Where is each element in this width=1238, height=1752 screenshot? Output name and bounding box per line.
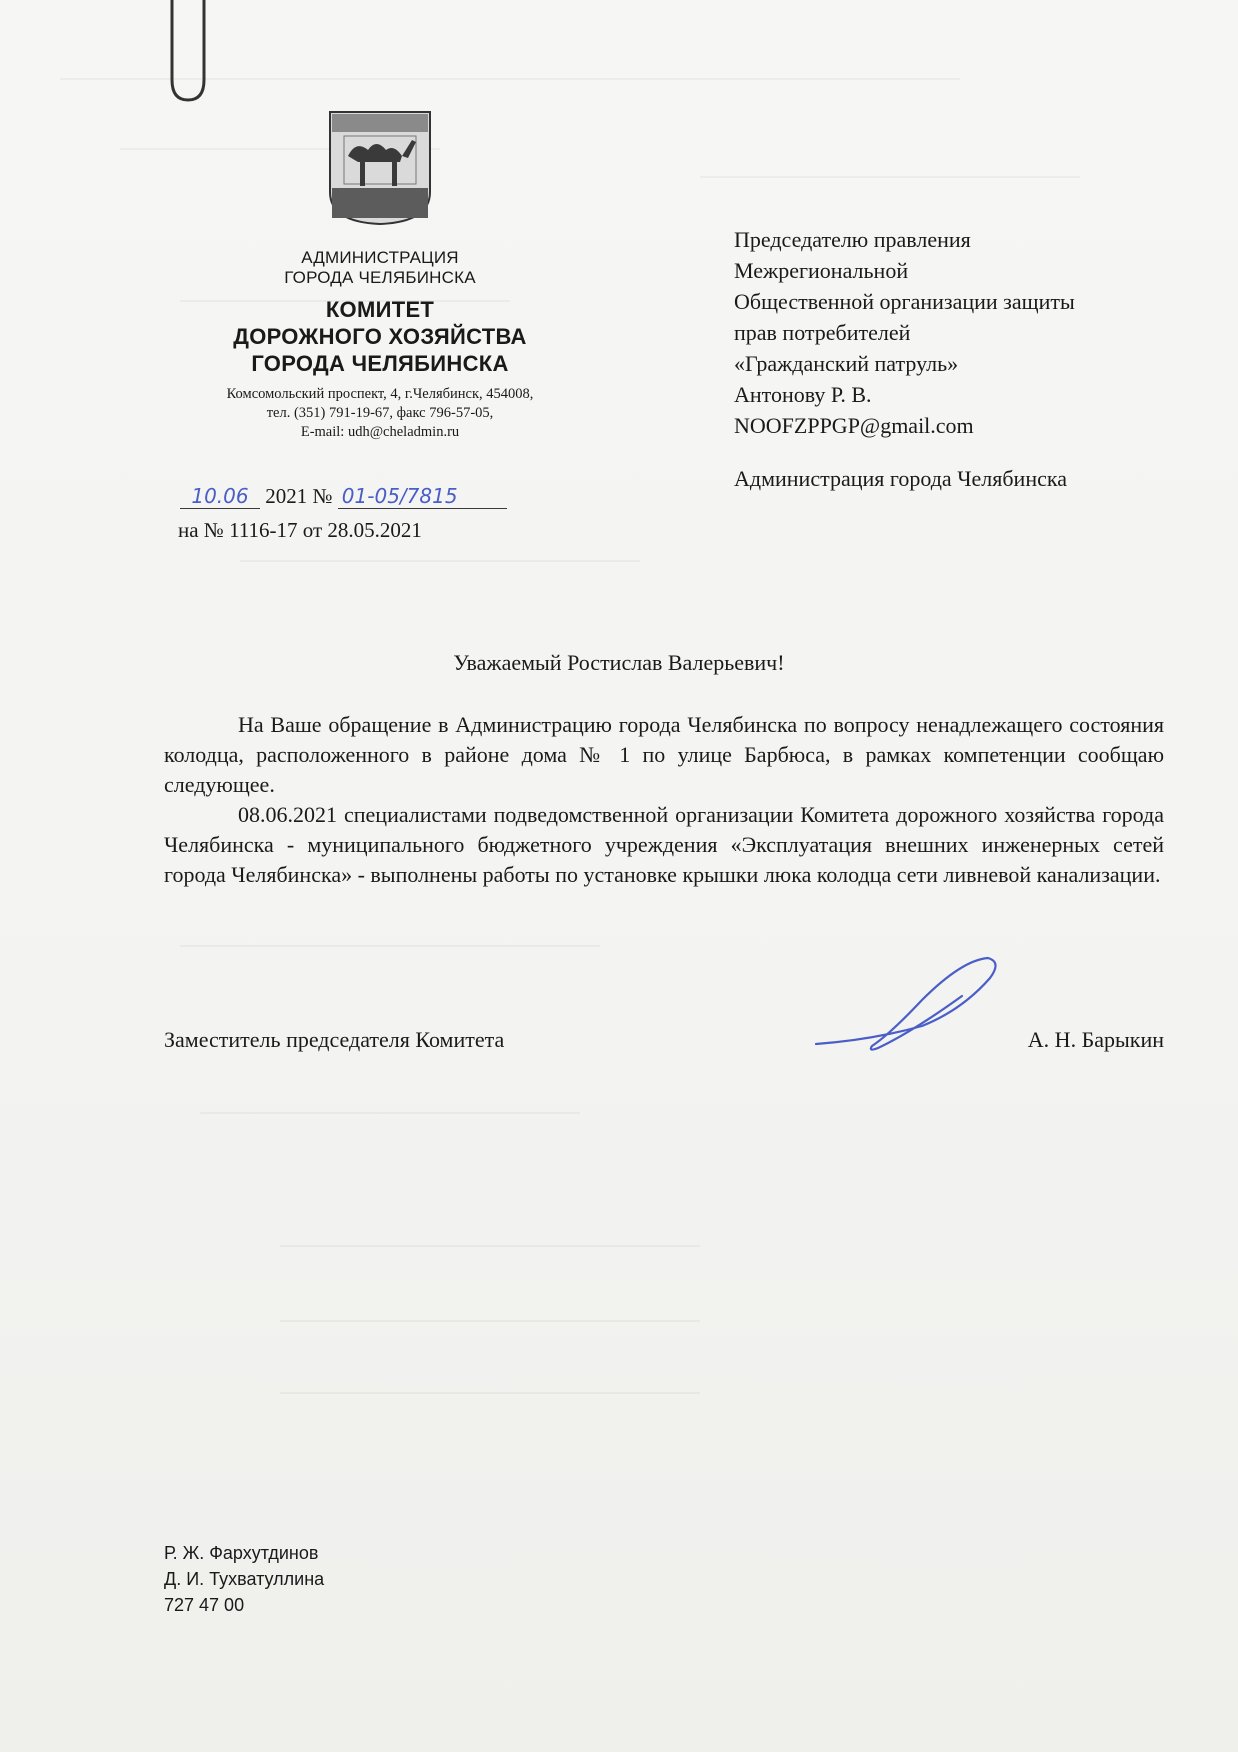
addressee-email: NOOFZPPGP@gmail.com <box>734 413 974 438</box>
registration-year: 2021 <box>265 484 308 508</box>
addressee-line: Антонову Р. В. <box>734 382 872 407</box>
bleed-through <box>280 1245 700 1247</box>
letterhead <box>150 110 610 442</box>
bleed-through <box>180 945 600 947</box>
signatory-position: Заместитель председателя Комитета <box>164 1027 505 1052</box>
paper-clip-icon <box>160 0 220 110</box>
body-paragraph: 08.06.2021 специалистами подведомственной организации Комитета дорожного хозяйства города Челябинска - муниципального бюджетного учреждения «Эксплуатация внешних инженерных сетей города Челябинска» - выполнены работы по установке крышки люка колодца сети ливневой канализации. <box>164 802 1164 887</box>
bleed-through <box>200 1112 580 1114</box>
executors-block <box>164 1540 324 1618</box>
committee-title: ГОРОДА ЧЕЛЯБИНСКА <box>251 351 509 376</box>
registration-line <box>180 484 560 509</box>
addressee-line: прав потребителей <box>734 320 911 345</box>
reference-line: на № 1116-17 от 28.05.2021 <box>178 518 422 542</box>
executor-name: Д. И. Тухватуллина <box>164 1569 325 1589</box>
signatory-name: А. Н. Барыкин <box>1027 1027 1164 1052</box>
letter-body <box>164 710 1164 890</box>
letterhead-admin-line: ГОРОДА ЧЕЛЯБИНСКА <box>284 268 476 287</box>
city-emblem-icon <box>328 110 432 226</box>
handwritten-signature-icon <box>812 948 1012 1058</box>
addressee-block <box>734 224 1075 494</box>
bleed-through <box>240 560 640 562</box>
addressee-line: Общественной организации защиты <box>734 289 1075 314</box>
bleed-through <box>700 176 1080 178</box>
salutation: Уважаемый Ростислав Валерьевич! <box>453 650 785 675</box>
bleed-through <box>280 1320 700 1322</box>
addressee-line: «Гражданский патруль» <box>734 351 959 376</box>
letterhead-admin-line: АДМИНИСТРАЦИЯ <box>301 248 459 267</box>
number-sign: № <box>312 484 333 508</box>
letterhead-email: E-mail: udh@cheladmin.ru <box>300 424 460 440</box>
body-paragraph: На Ваше обращение в Администрацию города Челябинска по вопросу ненадлежащего состояния колодца, расположенного в районе дома № 1 по улице Барбюса, в рамках компетенции сообщаю следующее. <box>164 712 1164 797</box>
committee-title: ДОРОЖНОГО ХОЗЯЙСТВА <box>233 324 527 349</box>
addressee-line: Председателю правления <box>734 227 971 252</box>
bleed-through <box>280 1392 700 1394</box>
committee-title: КОМИТЕТ <box>325 297 435 322</box>
letterhead-address: Комсомольский проспект, 4, г.Челябинск, 454008, <box>226 386 534 402</box>
executor-name: Р. Ж. Фархутдинов <box>164 1543 319 1563</box>
executor-phone: 727 47 00 <box>164 1595 245 1615</box>
addressee-line: Межрегиональной <box>734 258 909 283</box>
letterhead-phone: тел. (351) 791-19-67, факс 796-57-05, <box>266 405 494 421</box>
addressee-copy: Администрация города Челябинска <box>734 466 1067 491</box>
registration-number-handwritten: 01-05/7815 <box>338 484 507 509</box>
registration-date-handwritten: 10.06 <box>180 484 260 509</box>
